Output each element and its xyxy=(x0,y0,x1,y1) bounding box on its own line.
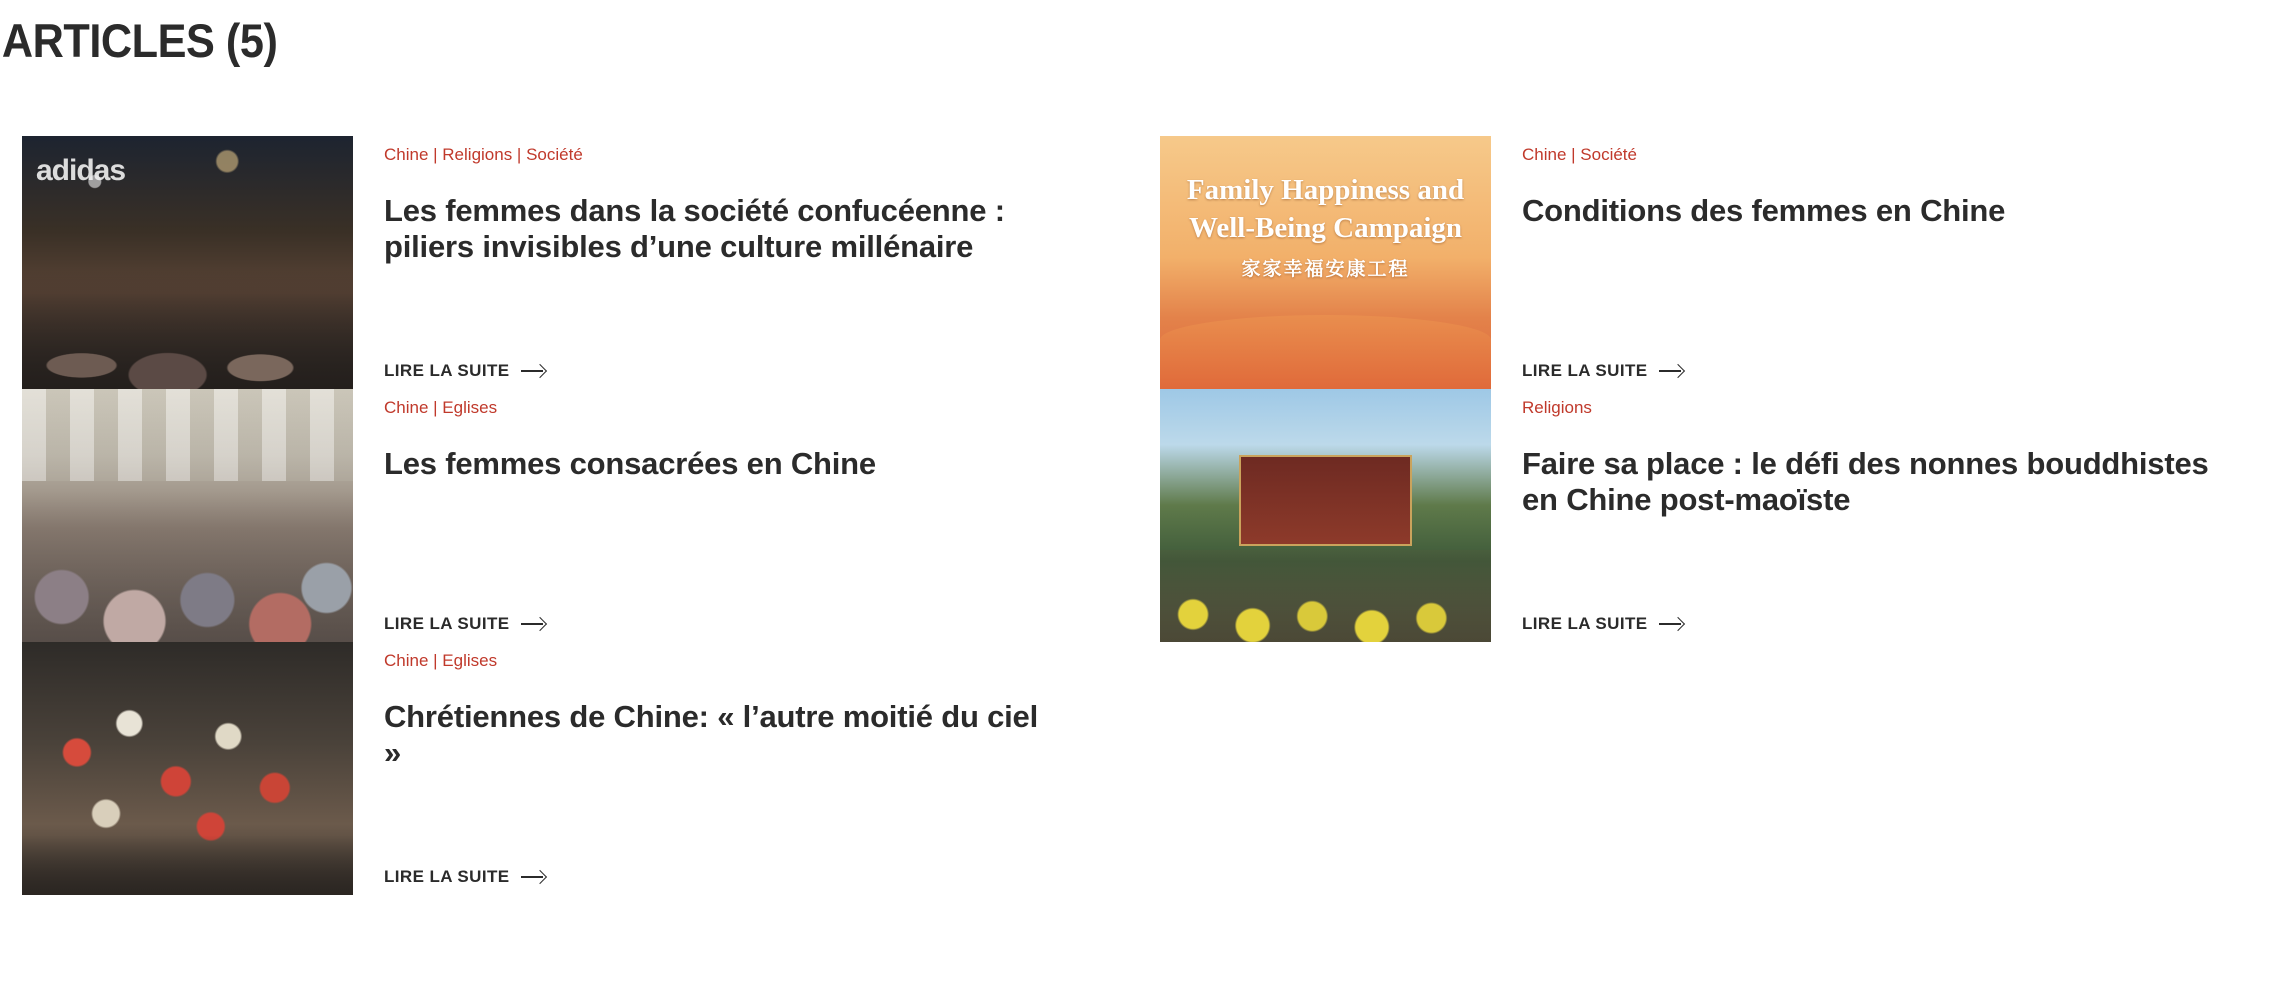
thumbnail-decoration xyxy=(1160,315,1491,389)
thumbnail-caption-line3: 家家幸福安康工程 xyxy=(1241,259,1410,280)
article-headline[interactable]: Faire sa place : le défi des nonnes bouddhistes en Chine post-maoïste xyxy=(1522,446,2209,518)
article-categories[interactable]: Chine | Société xyxy=(1522,145,1637,164)
article-headline[interactable]: Les femmes dans la société confucéenne : piliers invisibles d’une culture millénaire xyxy=(384,193,1005,265)
article-headline[interactable]: Conditions des femmes en Chine xyxy=(1522,193,2006,229)
articles-listing-page xyxy=(0,16,2276,998)
arrow-right-icon xyxy=(521,617,547,631)
article-card[interactable] xyxy=(0,642,1138,895)
articles-grid xyxy=(0,136,2276,895)
thumbnail-decoration xyxy=(1239,455,1411,546)
article-content xyxy=(353,136,1138,389)
read-more-link[interactable] xyxy=(384,361,547,381)
thumbnail-decoration xyxy=(1160,550,1491,642)
article-thumbnail[interactable] xyxy=(22,389,353,642)
arrow-right-icon xyxy=(521,364,547,378)
article-categories[interactable]: Chine | Eglises xyxy=(384,398,498,417)
arrow-right-icon xyxy=(1659,364,1685,378)
read-more-label: LIRE LA SUITE xyxy=(1522,614,1648,633)
article-categories[interactable]: Chine | Eglises xyxy=(384,651,498,670)
read-more-link[interactable] xyxy=(384,867,547,887)
article-thumbnail[interactable] xyxy=(22,136,353,389)
article-card[interactable] xyxy=(1138,389,2276,642)
read-more-label: LIRE LA SUITE xyxy=(1522,361,1648,380)
thumbnail-caption-line2: Well-Being Campaign xyxy=(1188,212,1463,244)
article-content xyxy=(353,642,1138,895)
read-more-label: LIRE LA SUITE xyxy=(384,361,510,380)
article-card-placeholder xyxy=(1138,642,2276,895)
read-more-link[interactable] xyxy=(1522,361,1685,381)
page-title: ARTICLES (5) xyxy=(1,14,278,67)
arrow-right-icon xyxy=(521,870,547,884)
article-content xyxy=(353,389,1138,642)
articles-row xyxy=(0,136,2276,389)
article-headline[interactable]: Chrétiennes de Chine: « l’autre moitié du ciel » xyxy=(384,699,1039,771)
read-more-label: LIRE LA SUITE xyxy=(384,614,510,633)
article-headline[interactable]: Les femmes consacrées en Chine xyxy=(384,446,876,482)
arrow-right-icon xyxy=(1659,617,1685,631)
empty-slot xyxy=(1160,642,1491,895)
article-thumbnail[interactable] xyxy=(1160,136,1491,389)
read-more-link[interactable] xyxy=(1522,614,1685,634)
articles-row xyxy=(0,389,2276,642)
article-content xyxy=(1491,389,2276,642)
thumbnail-caption-line1: Family Happiness and xyxy=(1186,174,1465,206)
article-card[interactable] xyxy=(0,136,1138,389)
article-categories[interactable]: Chine | Religions | Société xyxy=(384,145,583,164)
article-card[interactable] xyxy=(0,389,1138,642)
read-more-link[interactable] xyxy=(384,614,547,634)
article-thumbnail[interactable] xyxy=(22,642,353,895)
article-thumbnail[interactable] xyxy=(1160,389,1491,642)
article-categories[interactable]: Religions xyxy=(1522,398,1592,417)
articles-row xyxy=(0,642,2276,895)
read-more-label: LIRE LA SUITE xyxy=(384,867,510,886)
article-content xyxy=(1491,136,2276,389)
article-card[interactable] xyxy=(1138,136,2276,389)
